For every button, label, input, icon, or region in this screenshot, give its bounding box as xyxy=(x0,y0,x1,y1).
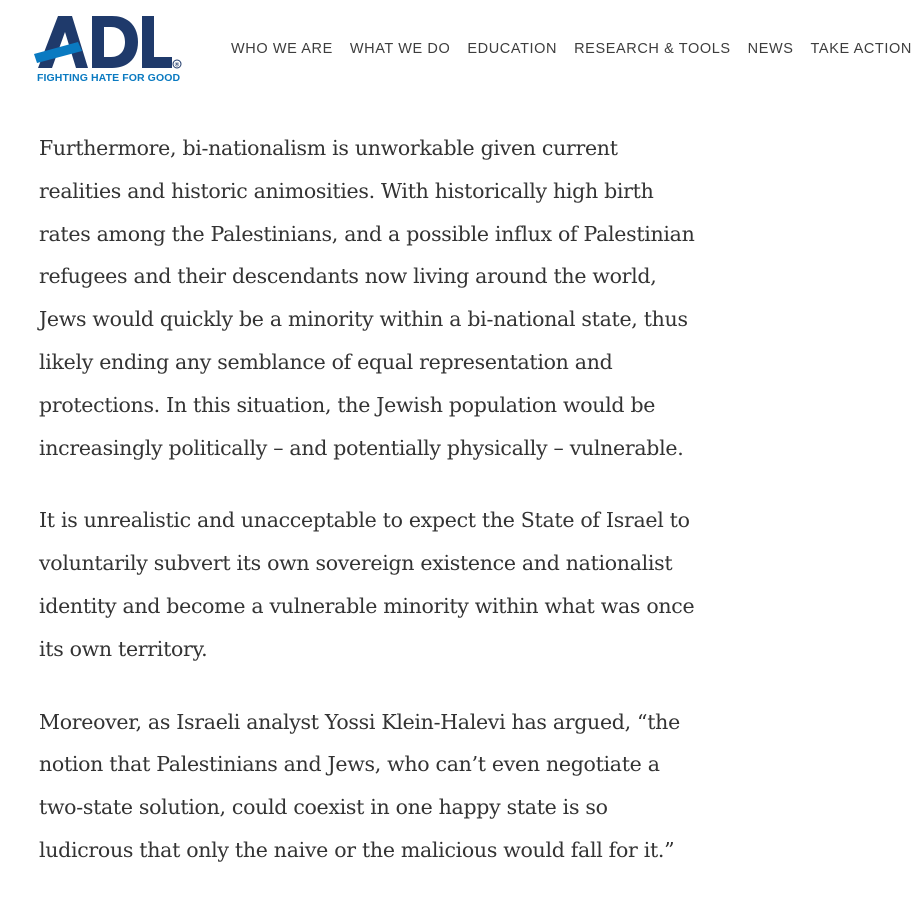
text-line: likely ending any semblance of equal representation and xyxy=(39,349,613,374)
text-line: Furthermore, bi-nationalism is unworkable given current xyxy=(39,136,618,160)
site-header xyxy=(0,0,912,100)
text-line: ludicrous that only the naive or the malicious would fall for it.” xyxy=(39,837,675,862)
adl-logo-mark xyxy=(34,12,184,74)
logo-tagline: FIGHTING HATE FOR GOOD xyxy=(37,72,181,84)
nav-news[interactable]: NEWS xyxy=(747,41,794,57)
text-line: It is unrealistic and unacceptable to expect the State of Israel to xyxy=(39,508,690,533)
nav-who-we-are[interactable]: WHO WE ARE xyxy=(231,41,333,57)
text-line: realities and historic animosities. With historically high birth xyxy=(39,178,654,203)
main-nav xyxy=(231,41,912,57)
article-paragraph-1 xyxy=(39,127,799,469)
nav-what-we-do[interactable]: WHAT WE DO xyxy=(349,41,451,57)
nav-take-action[interactable]: TAKE ACTION xyxy=(810,41,912,57)
text-line: identity and become a vulnerable minority within what was once xyxy=(39,593,695,618)
text-line: notion that Palestinians and Jews, who can’t even negotiate a xyxy=(39,752,660,777)
text-line: Moreover, as Israeli analyst Yossi Klein-Halevi has argued, “the xyxy=(39,709,680,734)
nav-education[interactable]: EDUCATION xyxy=(467,41,558,57)
article-body xyxy=(39,127,799,902)
text-line: rates among the Palestinians, and a possible influx of Palestinian xyxy=(39,221,695,246)
nav-research-tools[interactable]: RESEARCH & TOOLS xyxy=(574,41,731,57)
registered-mark: ® xyxy=(174,62,180,69)
article-paragraph-3 xyxy=(39,701,799,872)
text-line: refugees and their descendants now living around the world, xyxy=(39,264,657,289)
text-line: Jews would quickly be a minority within a bi-national state, thus xyxy=(39,307,688,332)
text-line: voluntarily subvert its own sovereign existence and nationalist xyxy=(39,551,673,576)
text-line: increasingly politically – and potentially physically – vulnerable. xyxy=(39,435,684,460)
text-line: protections. In this situation, the Jewish population would be xyxy=(39,392,656,417)
text-line: two-state solution, could coexist in one happy state is so xyxy=(39,795,608,820)
article-paragraph-2 xyxy=(39,499,799,670)
text-line: its own territory. xyxy=(39,636,208,661)
